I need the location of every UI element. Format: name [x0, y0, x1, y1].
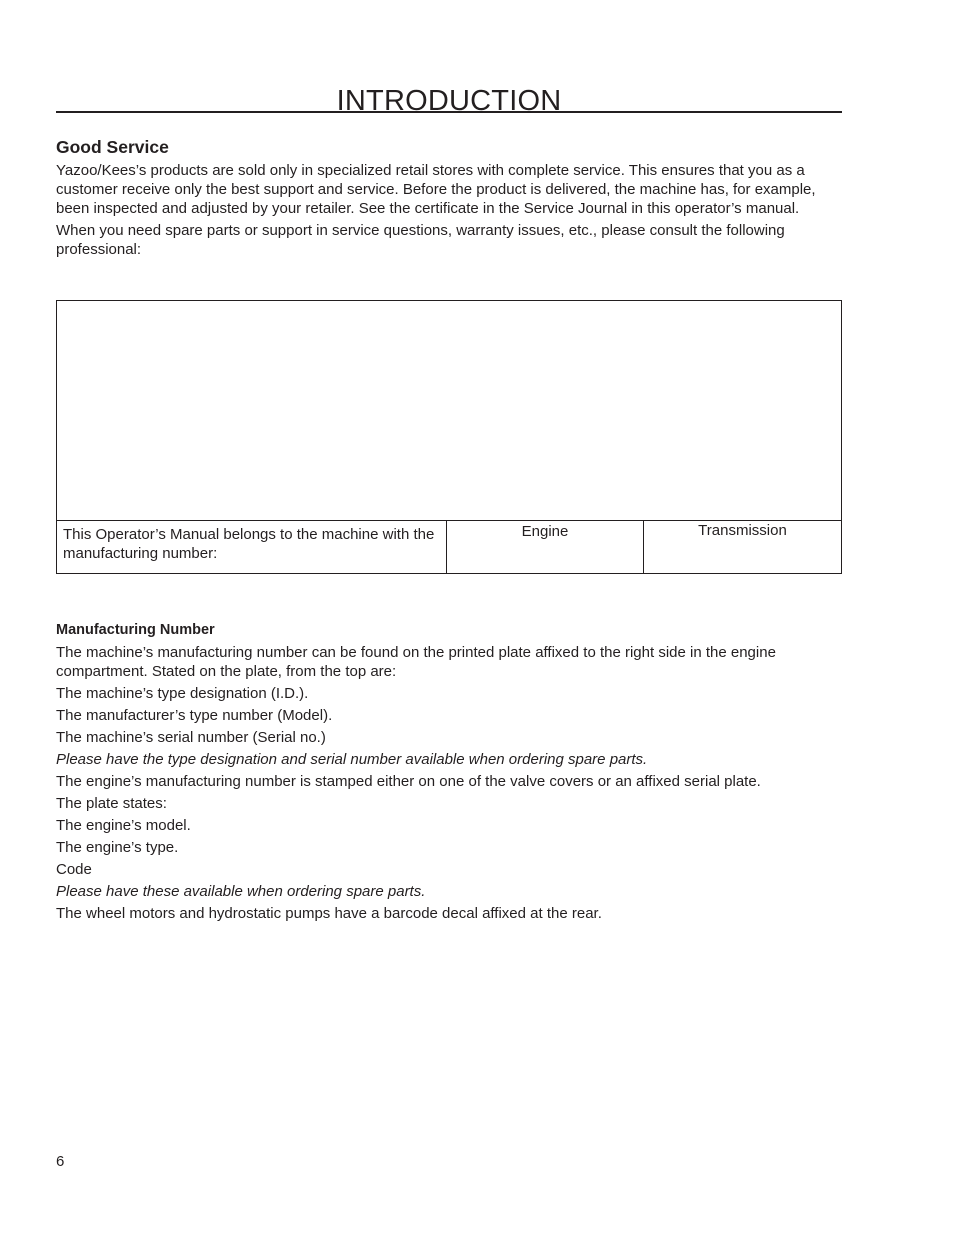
- manufacturing-number-heading: Manufacturing Number: [56, 622, 215, 638]
- good-service-paragraph-2: When you need spare parts or support in service questions, warranty issues, etc., please consult the following professional:: [56, 222, 785, 258]
- good-service-heading: Good Service: [56, 137, 169, 157]
- mfg-paragraph: The engine’s type.: [56, 839, 179, 856]
- mfg-paragraph: The machine’s manufacturing number can be found on the printed plate affixed to the right side in the engine compartment. Stated on the plate, from the top are:: [56, 644, 776, 680]
- mfg-paragraph: The wheel motors and hydrostatic pumps have a barcode decal affixed at the rear.: [56, 905, 602, 922]
- mfg-paragraph: The plate states:: [56, 795, 167, 812]
- engine-cell: [447, 521, 644, 573]
- mfg-paragraph: The manufacturer’s type number (Model).: [56, 707, 333, 724]
- mfg-paragraph: The engine’s model.: [56, 817, 191, 834]
- manufacturing-number-section: [56, 620, 842, 923]
- mfg-paragraph: Code: [56, 861, 92, 878]
- manufacturing-number-label: This Operator’s Manual belongs to the machine with the manufacturing number:: [63, 526, 435, 562]
- mfg-paragraph: The engine’s manufacturing number is stamped either on one of the valve covers or an affixed serial plate.: [56, 773, 761, 790]
- mfg-paragraph: The machine’s serial number (Serial no.): [56, 729, 326, 746]
- dealer-info-box: [56, 300, 842, 574]
- dealer-stamp-area: [57, 301, 841, 521]
- page-title: INTRODUCTION: [336, 85, 562, 118]
- good-service-paragraph-1: Yazoo/Kees’s products are sold only in specialized retail stores with complete service. This ensures that you as a customer receive only the best support and service. Before the product is delivered, the machine has, for example, been inspected and adjusted by your retailer. See the certificate in the Service Journal in this operator’s manual.: [56, 162, 816, 217]
- mfg-note: Please have the type designation and serial number available when ordering spare parts.: [56, 751, 648, 768]
- engine-label: Engine: [521, 523, 569, 540]
- transmission-cell: [644, 521, 841, 573]
- good-service-section: [56, 136, 842, 259]
- title-divider: [56, 111, 842, 113]
- manufacturing-number-cell: [57, 521, 447, 573]
- transmission-label: Transmission: [698, 522, 787, 539]
- mfg-paragraph: The machine’s type designation (I.D.).: [56, 685, 309, 702]
- page-number: 6: [56, 1153, 65, 1170]
- mfg-note: Please have these available when ordering spare parts.: [56, 883, 426, 900]
